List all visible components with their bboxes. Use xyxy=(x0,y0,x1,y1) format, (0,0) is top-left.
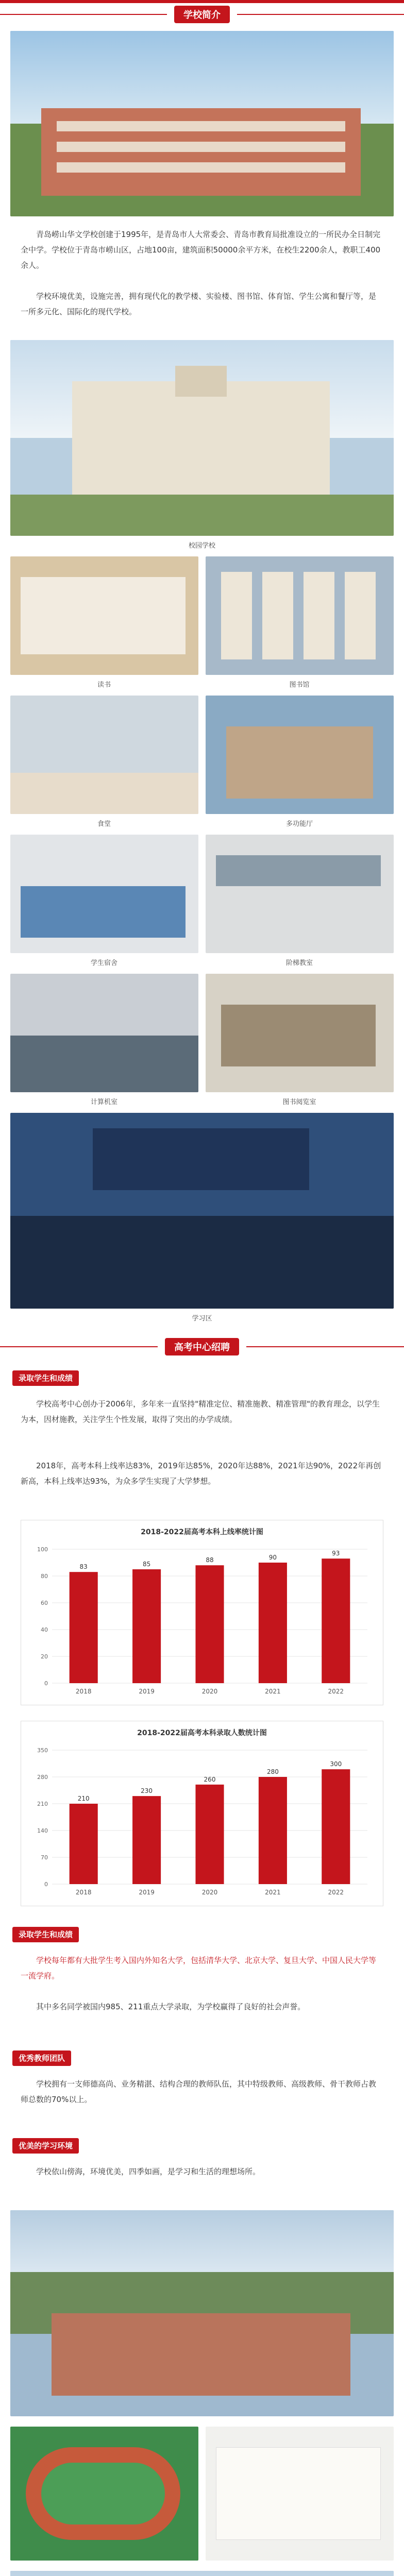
x-tick-label: 2019 xyxy=(139,1889,155,1896)
exam-title: 高考中心绍聘 xyxy=(165,1338,239,1355)
caption-library: 图书馆 xyxy=(289,681,310,689)
bar-2020 xyxy=(195,1565,224,1683)
x-tick-label: 2019 xyxy=(139,1688,155,1695)
photo-classroom xyxy=(206,835,394,953)
y-tick-label: 70 xyxy=(41,1854,48,1861)
chart-count xyxy=(21,1721,383,1906)
photo-hall xyxy=(206,696,394,814)
exam-paragraph-2: 2018年，高考本科上线率达83%，2019年达85%，2020年达88%，2021年达90%，2022年再创新高，本科上线率达93%，为众多学生实现了大学梦想。 xyxy=(21,1461,381,1486)
teachers-paragraph: 学校拥有一支师德高尚、业务精湛、结构合理的教师队伍，其中特级教师、高级教师、骨干教师占教师总数的70%以上。 xyxy=(21,2079,377,2104)
caption-study: 学习区 xyxy=(192,1315,212,1323)
caption-reading: 读书 xyxy=(97,681,111,689)
photo-reading xyxy=(10,556,198,675)
data-label: 88 xyxy=(206,1556,214,1564)
y-tick-label: 280 xyxy=(37,1774,48,1781)
x-tick-label: 2020 xyxy=(201,1688,218,1695)
photo-library xyxy=(206,556,394,675)
bar-2021 xyxy=(259,1777,287,1884)
admission-paragraph-1: 学校每年都有大批学生考入国内外知名大学，包括清华大学、北京大学、复旦大学、中国人民大学等一流学府。 xyxy=(21,1956,377,1980)
exam-title-bar xyxy=(0,1340,404,1354)
data-label: 260 xyxy=(204,1775,216,1783)
teachers-label: 优秀教师团队 xyxy=(12,2050,71,2066)
environment-paragraph: 学校依山傍海，环境优美，四季如画，是学习和生活的理想场所。 xyxy=(36,2167,261,2176)
photo-calligraphy xyxy=(206,2427,394,2561)
caption-canteen: 食堂 xyxy=(97,820,111,828)
environment-label: 优美的学习环境 xyxy=(12,2138,79,2154)
bar-2018 xyxy=(70,1572,98,1683)
intro-paragraph-2: 学校环境优美，设施完善，拥有现代化的教学楼、实验楼、图书馆、体育馆、学生公寓和餐厅等，是一所多元化、国际化的现代学校。 xyxy=(21,292,377,316)
y-tick-label: 140 xyxy=(37,1827,48,1834)
y-tick-label: 210 xyxy=(37,1801,48,1807)
photo-canteen xyxy=(10,696,198,814)
data-label: 280 xyxy=(266,1768,279,1775)
photo-reading-room xyxy=(206,974,394,1092)
photo-auditorium xyxy=(10,1113,394,1309)
intro-paragraph-1: 青岛崂山华文学校创建于1995年，是青岛市人大常委会、青岛市教育局批准设立的一所民办全日制完全中学。学校位于青岛市崂山区，占地100亩，建筑面积50000余平方米，在校生2200余人，教职工400余人。 xyxy=(21,230,381,270)
photo-sports-field xyxy=(10,2427,198,2561)
y-tick-label: 80 xyxy=(41,1573,48,1580)
chart-rate xyxy=(21,1520,383,1705)
bar-2020 xyxy=(195,1785,224,1884)
caption-dorm: 学生宿舍 xyxy=(90,959,117,967)
x-tick-label: 2021 xyxy=(265,1688,281,1695)
title-line-left xyxy=(0,14,167,15)
top-stripe xyxy=(0,0,404,3)
intro-title: 学校简介 xyxy=(174,6,230,23)
bar-2019 xyxy=(132,1569,161,1683)
y-tick-label: 0 xyxy=(44,1881,48,1888)
data-label: 300 xyxy=(330,1760,342,1768)
y-tick-label: 60 xyxy=(41,1600,48,1606)
title-line-right xyxy=(237,14,404,15)
bar-2018 xyxy=(70,1804,98,1884)
bar-2021 xyxy=(259,1563,287,1683)
admission-paragraph-2: 其中多名同学被国内985、211重点大学录取，为学校赢得了良好的社会声誉。 xyxy=(36,2002,306,2011)
exam-label: 录取学生和成绩 xyxy=(12,1370,79,1386)
caption-computer: 计算机室 xyxy=(90,1098,117,1106)
x-tick-label: 2022 xyxy=(328,1688,344,1695)
intro-title-bar xyxy=(0,7,404,22)
y-tick-label: 0 xyxy=(44,1680,48,1687)
caption-campus: 校园学校 xyxy=(188,542,215,550)
data-label: 210 xyxy=(77,1795,90,1802)
x-tick-label: 2018 xyxy=(75,1889,92,1896)
x-tick-label: 2018 xyxy=(75,1688,92,1695)
y-tick-label: 350 xyxy=(37,1747,48,1754)
admission-label: 录取学生和成绩 xyxy=(12,1927,79,1942)
data-label: 83 xyxy=(79,1563,88,1571)
photo-dorm-a xyxy=(10,835,198,953)
photo-computer xyxy=(10,974,198,1092)
campus-building-photo xyxy=(10,340,394,536)
chart-rate-svg xyxy=(21,1539,383,1704)
photo-campus-aerial xyxy=(10,2210,394,2416)
y-tick-label: 20 xyxy=(41,1653,48,1660)
x-tick-label: 2021 xyxy=(265,1889,281,1896)
chart-rate-title: 2018-2022届高考本科上线率统计图 xyxy=(141,1528,263,1536)
caption-reading-room: 图书阅览室 xyxy=(282,1098,316,1106)
title-line-left xyxy=(0,1346,158,1347)
data-label: 230 xyxy=(141,1787,153,1795)
caption-lecture: 阶梯教室 xyxy=(285,959,313,967)
exam-paragraph-1: 学校高考中心创办于2006年，多年来一直坚持"精准定位、精准施教、精准管理"的教育理念，以学生为本，因材施教，关注学生个性发展，取得了突出的办学成绩。 xyxy=(21,1399,380,1424)
bar-2019 xyxy=(132,1796,161,1884)
y-tick-label: 40 xyxy=(41,1626,48,1633)
x-tick-label: 2022 xyxy=(328,1889,344,1896)
chart-count-title: 2018-2022届高考本科录取人数统计图 xyxy=(137,1729,267,1737)
data-label: 85 xyxy=(142,1561,151,1568)
campus-hero-photo xyxy=(10,31,394,216)
x-tick-label: 2020 xyxy=(201,1889,218,1896)
data-label: 93 xyxy=(332,1550,340,1557)
bar-2022 xyxy=(322,1558,350,1683)
y-tick-label: 100 xyxy=(37,1546,48,1553)
data-label: 90 xyxy=(268,1554,277,1561)
caption-hall: 多功能厅 xyxy=(285,820,313,828)
title-line-right xyxy=(246,1346,404,1347)
bar-2022 xyxy=(322,1769,350,1884)
chart-count-svg xyxy=(21,1740,383,1905)
photo-campus-street xyxy=(10,2571,394,2576)
